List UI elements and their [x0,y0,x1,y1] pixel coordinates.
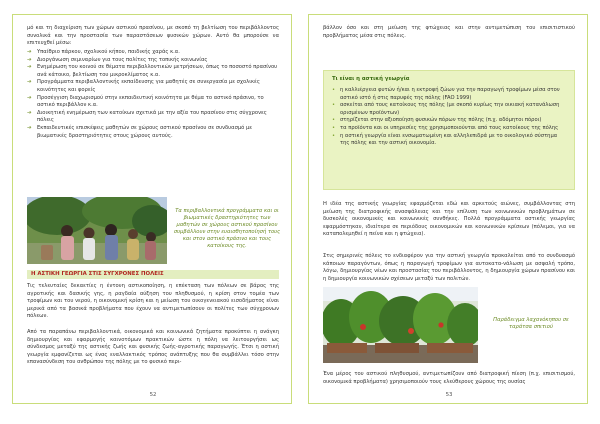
bullet-icon: • [332,124,336,131]
bullet-icon: • [332,102,336,109]
list-item-text: Διοικητική ενημέρωση των κατοίκων σχετικά με την αξία του πρασίνου στις σύγχρονες πόλεις [37,109,267,124]
definition-box [323,70,575,190]
arrow-icon: ➔ [27,64,32,71]
list-item-text: Εκπαιδευτικές επισκέψεις μαθητών σε χώρους αστικού πρασίνου σε συνδυασμό με βιωματικές δραστηριότητες στους χώρους αυτούς. [37,124,253,139]
left-page [12,14,292,404]
paragraph-today: Στις σημερινές πόλεις το ενδιαφέρον για την αστική γεωργία προκαλείται από το συνδυασμό κάποιων παραγόντων, όπως η παραγωγή τροφίμων για αυτοκατα-νάλωση με ασφαλή τρόπο, λόγω, δημιουργίας νέων και προστασίας του περιβάλλοντος, η δημιουργία χώρων πρασίνου και η δημιουργία κοινωνικών σχέσεων μεταξύ των πολιτών. [323,253,575,282]
definition-item-text: η καλλιέργεια φυτών ή/και η εκτροφή ζώων για την παραγωγή τροφίμων μέσα στον αστικό ιστό ή στις παρυφές της πόλης (FAO 1999) [340,87,560,101]
photo-caption: Τα περιβαλλοντικά προγράμματα και οι βιωματικές δραστηριότητες των μαθητών σε χώρους αστικού πρασίνου συμβάλλουν στην ευαισθητοποίησή τους και στον αστικό πράσινο και τους κατοίκους της. [173,208,281,249]
bullet-icon: • [332,132,336,139]
list-item-text: Ενημέρωση του κοινού σε θέματα περιβαλλοντικών μετρήσεων, όπως το ποσοστό πρασίνου ανά κάτοικο, βελτίωση του μικροκλίματος κ.α. [37,64,278,78]
bullet-icon: • [332,87,336,93]
definition-list [332,87,568,148]
intro-paragraph: μό και τη διαχείριση των χώρων αστικού πρασίνου, με σκοπό τη βελτίωση του περιβάλλοντος συνολικά και την προστασία των παραστάσεων φυσικών χώρων. Αυτό θα μπορούσε να επιτευχθεί μέσω: [27,25,279,47]
definition-item [332,117,568,125]
definition-item [332,87,568,102]
arrow-icon: ➔ [27,56,32,63]
definition-box-title: Τι είναι η αστική γεωργία [332,76,410,82]
definition-item [332,125,568,133]
list-item [27,49,279,57]
definition-item-text: τα προϊόντα και οι υπηρεσίες της χρησιμοποιούνται από τους κατοίκους της πόλης [340,124,559,131]
arrow-icon: ➔ [27,124,32,131]
education-list [27,49,279,140]
rooftop-garden-image [323,287,478,363]
definition-item [332,102,568,117]
list-item [27,79,279,94]
definition-item [332,133,568,148]
paragraph-history: Η ιδέα της αστικής γεωργίας εφαρμόζεται εδώ και αρκετούς αιώνες, συμβάλλοντας στη μείωση της διατροφικής ανασφάλειας και την επίλυση των κοινωνικών προβλημάτων σε δυσκολές οικονομικές και κοινωνικές συνθήκες. Πολλά προγράμματα αστικής γεωργίας εφαρμόστηκαν, ιδιαίτερα σε περιόδους οικονομικών και κοινωνικών κρίσεων (πόλεμοι, για να καταπολεμηθεί η πείνα και η φτώχεια). [323,201,575,238]
list-item-text: Προγράμματα περιβαλλοντικής εκπαίδευσης για μαθητές σε συνεργασία με σχολικές κοινότητες και φορείς [37,79,260,93]
list-item [27,64,279,79]
definition-item-text: ασκείται από τους κατοίκους της πόλης (με σκοπό κυρίως την οικιακή κατανάλωση ορισμένων προϊόντων) [340,102,560,116]
page-number: 52 [149,392,157,398]
definition-item-text: η αστική γεωργία είναι ενσωματωμένη και αλληλεπιδρά με το οικολογικό σύστημα της πόλης και την αστική οικονομία. [340,132,558,147]
list-item-text: Διοργάνωση σεμιναρίων για τους πολίτες της τοπικής κοινωνίας [37,56,208,63]
rooftop-garden-photo [323,287,478,363]
children-in-park-image [27,197,167,264]
arrow-icon: ➔ [27,94,32,101]
paragraph-population: Ένα μέρος του αστικού πληθυσμού, αντιμετωπίζουν από διατροφική πίεση (π.χ. επισιτισμού, οικονομικά προβλήματα) χρησιμοποιούν τους ελεύθερους χώρους της ουσίας [323,371,575,385]
right-page [308,14,588,404]
children-photo [27,197,167,264]
paragraph-urbanization: Τις τελευταίες δεκαετίες η έντονη αστικοποίηση, η επέκταση των πόλεων σε βάρος της αγροτικής και δασικής γης, η ραγδαία αύξηση του πληθυσμού, η κρίση στον τομέα των τροφίμων και του νερού, η οικονομική κρίση και η μείωση του οικογενειακού εισοδήματος είναι μερικά από τα βασικά προβλήματα που έχουν να αντιμετωπίσουν οι πολίτες των σύγχρονων πόλεων. [27,283,279,320]
definition-item-text: στηρίζεται στην αξιοποίηση φυσικών πόρων της πόλης (π.χ. αδόμητοι πόροι) [340,117,542,124]
list-item [27,95,279,110]
list-item [27,110,279,125]
arrow-icon: ➔ [27,49,32,55]
bullet-icon: • [332,117,336,124]
arrow-icon: ➔ [27,79,32,86]
section-heading: Η ΑΣΤΙΚΗ ΓΕΩΡΓΙΑ ΣΤΙΣ ΣΥΓΧΡΟΝΕΣ ΠΟΛΕΙΣ [27,270,279,279]
arrow-icon: ➔ [27,109,32,116]
page-number: 53 [445,392,453,398]
intro-paragraph: βάλλον όσο και στη μείωση της φτώχειας και στην αντιμετώπιση του επισιτιστικού προβλήματος μέσα στις πόλεις. [323,25,575,39]
list-item [27,125,279,140]
rooftop-caption: Παράδειγμα λαχανόκηπου σε ταράτσα σπιτιού [493,317,569,330]
list-item-text: Προσέγγιση διαχωρισμού στην εκπαιδευτική κοινότητα με θέμα το αστικό πράσινο, το αστικό περιβάλλον κ.α. [37,94,264,109]
paragraph-urban-farming: Από τα παραπάνω περιβαλλοντικά, οικονομικά και κοινωνικά ζητήματα προκύπτει η ανάγκη δημιουργίας και εφαρμογής καινοτόμων πρακτικών ώστε η πόλη να λειτουργήσει ως σύνδεσμος μεταξύ της αστικής ζωής και φυσικής ζωής-αγροτικής παραγωγής. Έτσι η αστική γεωργία εμφανίζεται ως ένας εναλλακτικός τρόπος ανάπτυξης που θα συμβάλλει τόσο στην επανασύνδεση του ανθρώπου της πόλης με το φυσικό περι- [27,329,279,366]
list-item-text: Υπαίθριο πάρκου, σχολικού κήπου, παιδικής χαράς κ.α. [37,49,180,55]
